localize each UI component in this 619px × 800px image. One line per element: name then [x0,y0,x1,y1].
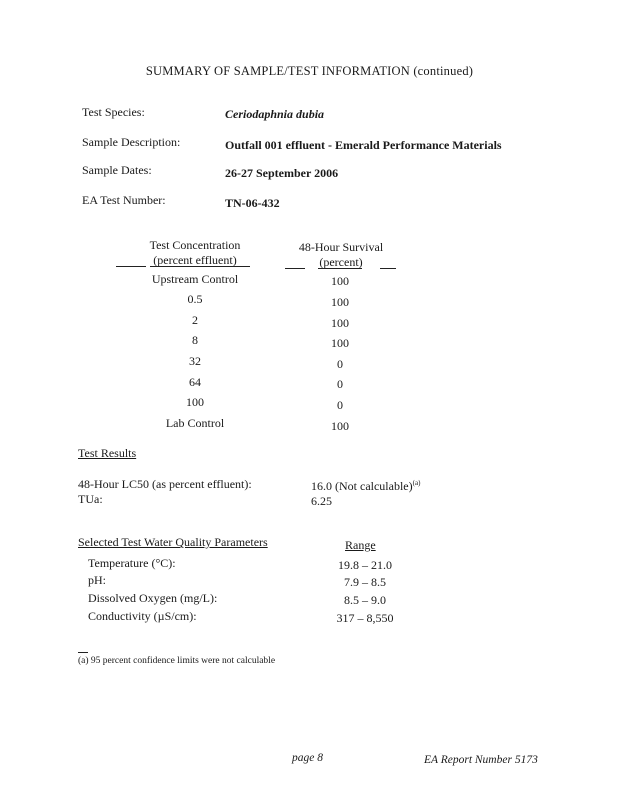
survival-cell: 0 [337,398,343,412]
header-rule [116,266,146,267]
survival-cell: 100 [331,316,349,330]
param-range: 7.9 – 8.5 [344,575,386,589]
ea-test-number-value: TN-06-432 [225,196,280,210]
page-number: page 8 [292,752,323,764]
concentration-header-line2: (percent effluent) [153,253,237,267]
concentration-cell: 0.5 [187,292,203,306]
test-species-label: Test Species: [82,105,145,119]
concentration-cell: Upstream Control [151,272,239,286]
survival-cell: 100 [331,295,349,309]
sample-dates-label: Sample Dates: [82,163,152,177]
param-range: 8.5 – 9.0 [344,593,386,607]
lc50-footnote-mark: (a) [412,479,421,487]
param-name: Dissolved Oxygen (mg/L): [88,591,218,605]
sample-description-value: Outfall 001 effluent - Emerald Performance Materials [225,138,502,152]
survival-cell: 100 [331,419,349,433]
concentration-cell: 8 [192,333,198,347]
param-name: pH: [88,573,106,587]
param-name: Temperature (°C): [88,556,176,570]
concentration-cell: 64 [189,375,201,389]
ea-test-number-label: EA Test Number: [82,193,166,207]
survival-cell: 100 [331,274,349,288]
survival-cell: 0 [337,377,343,391]
concentration-cell: 100 [186,395,204,409]
header-rule [318,268,362,269]
lc50-value: 16.0 (Not calculable)$^{(a)}$ [311,479,421,493]
survival-header-line2: (percent) [319,255,363,269]
survival-cell: 100 [331,336,349,350]
range-heading: Range [345,538,376,552]
water-quality-heading: Selected Test Water Quality Parameters [78,535,268,549]
footnote-rule [78,652,88,653]
header-rule [285,268,305,269]
footnote: (a) 95 percent confidence limits were not calculable [78,656,276,666]
concentration-header-line1: Test Concentration [149,238,241,252]
sample-description-label: Sample Description: [82,135,181,149]
concentration-cell: 32 [189,354,201,368]
header-rule [150,266,250,267]
survival-cell: 0 [337,357,343,371]
tua-label: TUa: [78,492,103,506]
tua-value: 6.25 [311,494,332,508]
header-rule [380,268,396,269]
concentration-cell: Lab Control [165,416,225,430]
page-title: SUMMARY OF SAMPLE/TEST INFORMATION (continued) [145,64,474,78]
lc50-label: 48-Hour LC50 (as percent effluent): [78,477,252,491]
test-results-heading: Test Results [78,446,137,460]
param-name: Conductivity (µS/cm): [88,609,197,623]
report-number: EA Report Number 5173 [424,754,538,766]
param-range: 19.8 – 21.0 [338,558,392,572]
sample-dates-value: 26-27 September 2006 [225,166,339,180]
param-range: 317 – 8,550 [336,611,394,625]
test-species-value: Ceriodaphnia dubia [225,107,325,121]
survival-header-line1: 48-Hour Survival [298,240,384,254]
concentration-cell: 2 [192,313,198,327]
